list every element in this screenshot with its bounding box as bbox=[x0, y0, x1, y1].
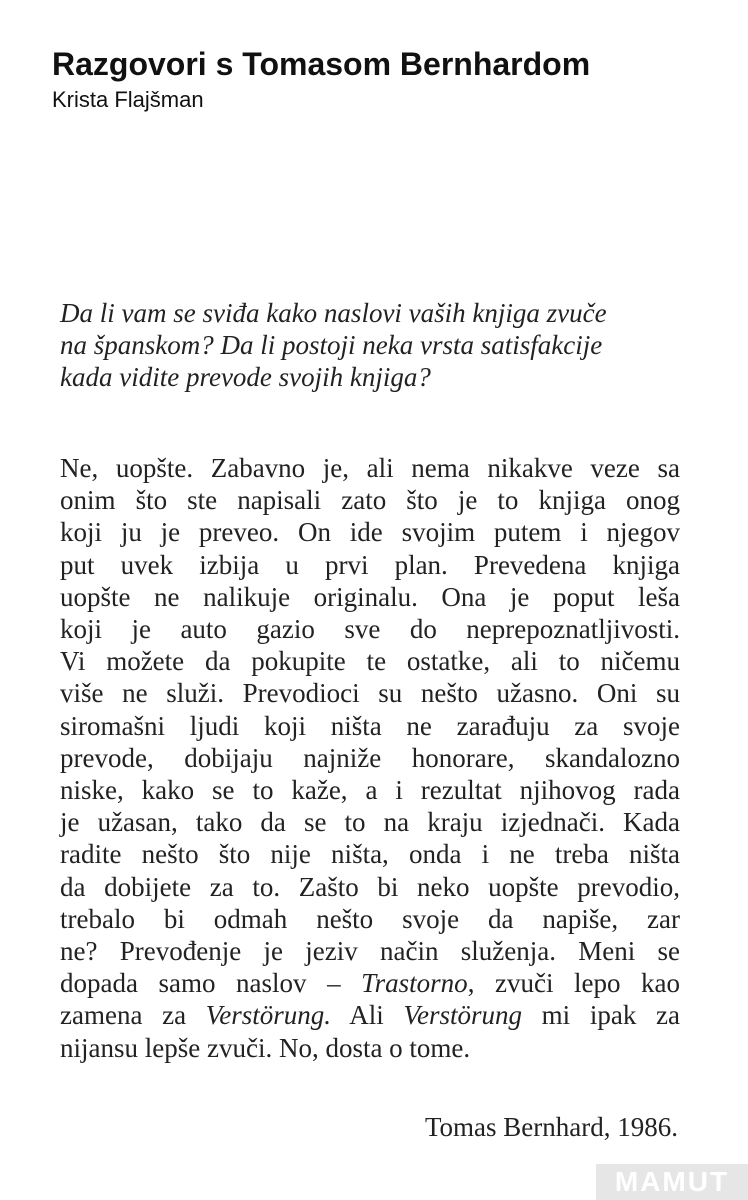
answer-line: trebalo bi odmah nešto svoje da napiše, zar bbox=[60, 903, 680, 934]
answer-fragment: mi ipak za bbox=[521, 1000, 681, 1031]
answer-line: onim što ste napisali zato što je to knjiga onog bbox=[60, 485, 680, 516]
answer-fragment: zamena za bbox=[60, 1000, 206, 1031]
answer-fragment: dopada samo naslov – bbox=[60, 968, 362, 999]
question-line: Da li vam se sviđa kako naslovi vaših knjiga zvuče bbox=[60, 298, 607, 328]
answer-line: ne? Prevođenje je jeziv način služenja. Meni se bbox=[60, 936, 680, 967]
answer-line: više ne služi. Prevodioci su nešto užasno. Oni su bbox=[60, 678, 680, 709]
quote-signature: Tomas Bernhard, 1986. bbox=[424, 1112, 678, 1142]
answer-line: siromašni ljudi koji ništa ne zarađuju za svoje bbox=[60, 710, 680, 741]
answer-line: Vi možete da pokupite te ostatke, ali to ničemu bbox=[60, 646, 680, 677]
book-title: Razgovori s Tomasom Bernhardom bbox=[52, 46, 591, 82]
answer-line: put uvek izbija u prvi plan. Prevedena knjiga bbox=[60, 549, 680, 580]
answer-line bbox=[60, 967, 680, 999]
answer-line bbox=[60, 999, 680, 1031]
answer-line: Ne, uopšte. Zabavno je, ali nema nikakve veze sa bbox=[60, 453, 680, 483]
answer-line: prevode, dobijaju najniže honorare, skandalozno bbox=[60, 742, 680, 773]
answer-italic-title: Trastorno bbox=[361, 968, 468, 999]
answer-line: da dobijete za to. Zašto bi neko uopšte prevodio, bbox=[60, 871, 680, 902]
answer-line: koji je auto gazio sve do neprepoznatljivosti. bbox=[60, 614, 680, 645]
answer-line: uopšte ne nalikuje originalu. Ona je poput leša bbox=[60, 581, 680, 612]
answer-line: nijansu lepše zvuči. No, dosta o tome. bbox=[60, 1032, 471, 1063]
answer-italic-title: Verstörung. bbox=[205, 1000, 332, 1031]
answer-line: niske, kako se to kaže, a i rezultat njihovog rada bbox=[60, 775, 680, 806]
watermark-logo: MAMUT bbox=[596, 1164, 748, 1200]
answer-line: radite nešto što nije ništa, onda i ne treba ništa bbox=[60, 839, 680, 870]
answer-fragment: Ali bbox=[331, 1000, 404, 1031]
answer-fragment: , zvuči lepo kao bbox=[467, 968, 680, 999]
answer-line: koji ju je preveo. On ide svojim putem i njegov bbox=[60, 517, 680, 548]
answer-italic-title: Verstörung bbox=[403, 1000, 522, 1031]
interview-answer bbox=[60, 452, 680, 1064]
question-line: kada vidite prevode svojih knjiga? bbox=[60, 362, 431, 392]
author-name: Krista Flajšman bbox=[52, 87, 204, 112]
interview-question bbox=[60, 297, 607, 393]
answer-line: je užasan, tako da se to na kraju izjednači. Kada bbox=[60, 807, 680, 838]
question-line: na španskom? Da li postoji neka vrsta satisfakcije bbox=[60, 330, 603, 360]
